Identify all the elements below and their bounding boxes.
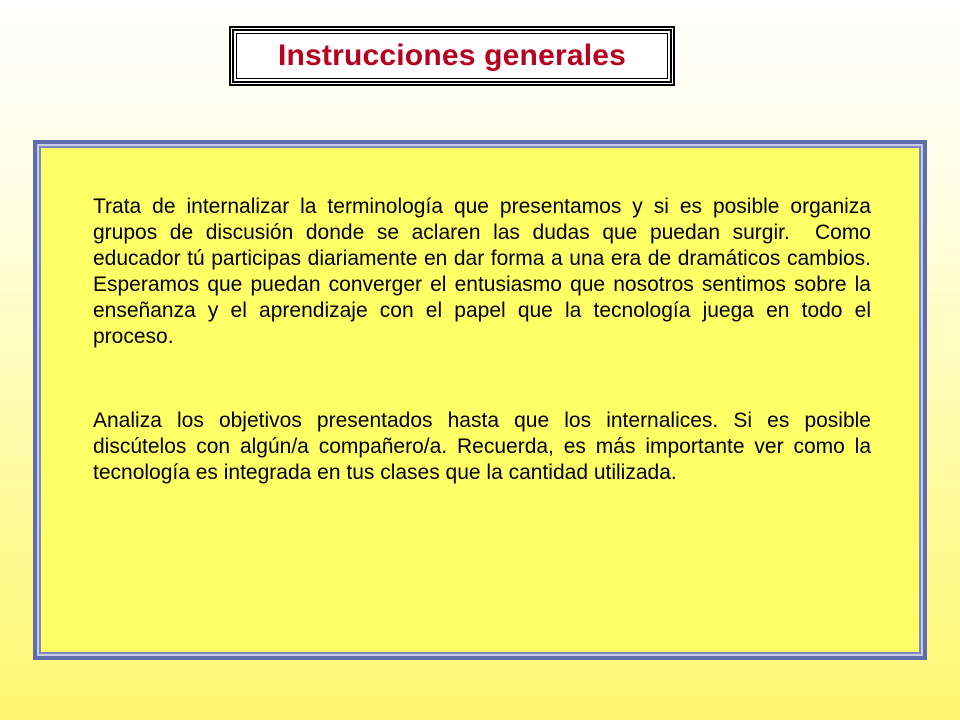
instructions-panel [33,140,927,660]
title-box [229,26,675,86]
instructions-paragraph-2: Analiza los objetivos presentados hasta que los internalices. Si es posible discútelos con algún/a compañero/a. Recuerda, es más importante ver como la tecnología es integrada en tus clases que la cantidad utilizada. [93,409,877,484]
instructions-paragraph-1: Trata de internalizar la terminología que presentamos y si es posible organiza grupos de discusión donde se aclaren las dudas que puedan surgir. Como educador tú participas diariamente en dar forma a una era de dramáticos cambios. Esperamos que puedan converger el entusiasmo que nosotros sentimos sobre la enseñanza y el aprendizaje con el papel que la tecnología juega en todo el proceso. [93,195,883,348]
page-title: Instrucciones generales [277,39,627,72]
